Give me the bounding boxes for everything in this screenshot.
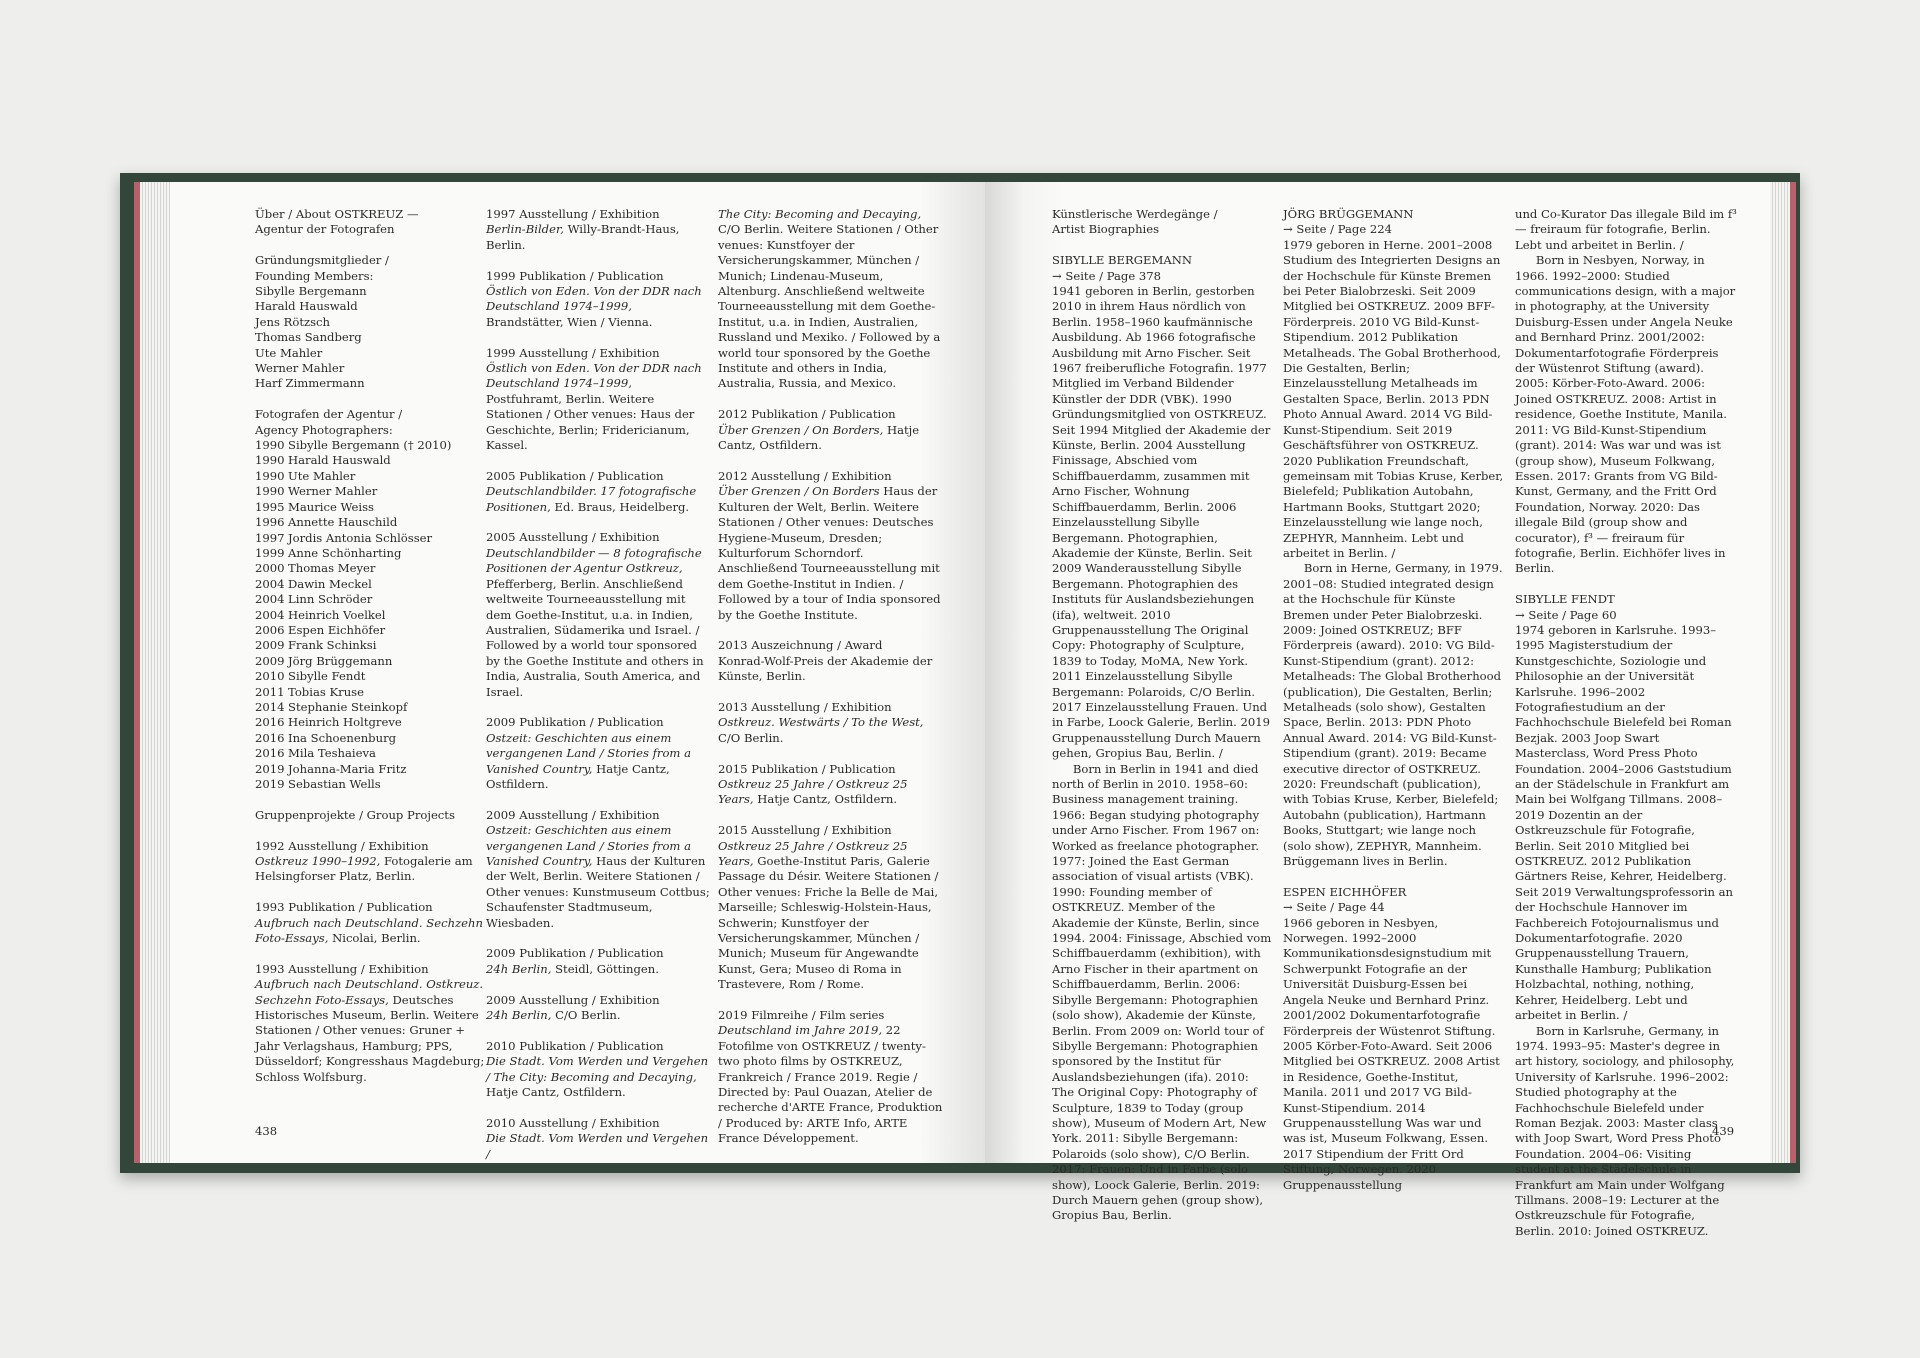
entry-title: Deutschlandbilder. 17 fotografische Positionen, xyxy=(486,484,697,514)
entry-heading: 1993 Publikation / Publication xyxy=(255,900,433,915)
photographer-year: 2016 xyxy=(255,715,285,730)
entry-heading: 2010 Publikation / Publication xyxy=(486,1038,664,1053)
entry-title: Ostkreuz 1990–1992, xyxy=(255,854,381,868)
entry-heading: 2009 Ausstellung / Exhibition xyxy=(486,992,660,1007)
photographer-year: 2019 xyxy=(255,777,285,791)
photographer-year: 2009 xyxy=(255,638,285,653)
entry-title: Ostzeit: Geschichten aus einem vergangenen Land / Stories from a Vanished Country, xyxy=(486,730,692,776)
photographer-name: Anne Schönharting xyxy=(288,545,402,560)
bio-page-ref: → Seite / Page 378 xyxy=(1052,268,1161,283)
photographer-year: 2004 xyxy=(255,576,285,591)
photographer-row xyxy=(255,685,364,699)
photographer-row xyxy=(255,777,381,791)
group-projects-heading: Gruppenprojekte / Group Projects xyxy=(255,807,455,822)
photographers-block: Fotografen der Agentur / Agency Photographers: 1990 Sibylle Bergemann († 2010) 1990 Harald Hauswald 1990 Ute Mahler 1990 Werner Mahler 1995 Maurice Weiss 1996 Annette Hauschild 1997 Jordis Antonia Schlösser 1999 Anne Schönharting 2000 Thomas Meyer 2004 Dawin Meckel 2004 Linn Schröder 2004 Heinrich Voelkel 2006 Espen Eichhöfer 2009 Frank Schinksi 2009 Jörg Brüggemann 2010 Sibylle Fendt 2011 Tobias Kruse 2014 Stephanie Steinkopf 2016 Heinrich Holtgreve 2016 Ina Schoenenburg 2016 Mila Teshaieva 2019 Johanna-Maria Fritz 2019 Sebastian Wells xyxy=(255,407,452,791)
entry-heading: 2013 Ausstellung / Exhibition xyxy=(718,699,892,714)
photographer-year: 1990 xyxy=(255,453,285,468)
photographer-year: 2004 xyxy=(255,592,285,607)
photographer-row xyxy=(255,469,355,483)
photographer-row xyxy=(255,453,391,467)
photographer-name: Sibylle Fendt xyxy=(288,669,366,684)
bio-english: Born in Berlin in 1941 and died north of Berlin in 2010. 1958–60: Business management training. 1966: Began studying photography under Arno Fischer. From 1967 on: Worked as freelance photographer. 1977: Joined the East German association of visual artists (VBK). 1990: Founding member of OSTKREUZ. Member of the Akademie der Künste, Berlin, since 1994. 2004: Finissage, Abschied vom Schiffbauerdamm (exhibition), with Arno Fischer in their apartment on Schiffbauerdamm, Berlin. 2006: Sibylle Bergemann: Photographien (solo show), Akademie der Künste, Berlin. From 2009 on: World tour of Sibylle Bergemann: Photographien sponsored by the Institut für Auslandsbeziehungen (ifa). 2010: The Original Copy: Photography of Sculpture, 1839 to Today (group show), Museum of Modern Art, New York. 2011: Sibylle Bergemann: Polaroids (solo show), C/O Berlin. 2017: Frauen: Und in Farbe (solo show), Loock Galerie, Berlin. 2019: Durch Mauern gehen (group show), Gropius Bau, Berlin. xyxy=(1052,761,1272,1223)
photographer-year: 2010 xyxy=(255,669,285,684)
entry-title: Deutschlandbilder — 8 fotografische Positionen der Agentur Ostkreuz, xyxy=(486,545,702,576)
entry-details: Deutsches Historisches Museum, Berlin. Weitere Stationen / Other venues: Gruner + Jahr Verlagshaus, Hamburg; PPS, Düsseldorf; Kongresshaus Magdeburg; Schloss Wolfsburg. xyxy=(255,992,485,1084)
page-stack-left xyxy=(140,182,170,1163)
bio-espen-eichhoefer xyxy=(1283,885,1505,1193)
project-entry xyxy=(486,993,711,1024)
entry-details: Konrad-Wolf-Preis der Akademie der Künste, Berlin. xyxy=(718,653,933,684)
entry-heading: 2013 Auszeichnung / Award xyxy=(718,638,883,653)
bio-german: 1979 geboren in Herne. 2001–2008 Studium des Integrierten Designs an der Hochschule für Künste Bremen bei Peter Bialobrzeski. Seit 2009 Mitglied bei OSTKREUZ. 2009 BFF-Förderpreis. 2010 VG Bild-Kunst-Stipendium. 2012 Publikation Metalheads. The Gobal Brotherhood, Die Gestalten, Berlin; Einzelausstellung Metalheads im Gestalten Space, Berlin. 2013 PDN Photo Annual Award. 2014 VG Bild-Kunst-Stipendium. Seit 2019 Geschäftsführer von OSTKREUZ. 2020 Publikation Freundschaft, gemeinsam mit Tobias Kruse, Kerber, Bielefeld; Publikation Autobahn, Hartmann Books, Stuttgart 2020; Einzelausstellung wie lange noch, ZEPHYR, Mannheim. Lebt und arbeitet in Berlin. / xyxy=(1283,237,1504,560)
group-project-entries-2 xyxy=(486,207,711,1162)
photographer-name: Heinrich Voelkel xyxy=(288,607,386,622)
right-column-1 xyxy=(1052,207,1274,1224)
photographer-row xyxy=(255,608,386,622)
founders-block: Gründungsmitglieder / Founding Members: Sibylle Bergemann Harald Hauswald Jens Rötzsch Thomas Sandberg Ute Mahler Werner Mahler Harf Zimmermann xyxy=(255,253,389,391)
entry-details: Nicolai, Berlin. xyxy=(328,931,421,946)
photographer-year: 1990 xyxy=(255,438,285,453)
photographer-name: Linn Schröder xyxy=(288,592,373,607)
entry-details: Steidl, Göttingen. xyxy=(551,961,659,976)
photographer-row xyxy=(255,438,451,452)
photographer-row xyxy=(255,762,406,776)
project-entry xyxy=(718,207,943,392)
photographer-year: 1996 xyxy=(255,515,285,530)
photographer-row xyxy=(255,746,376,760)
photographer-year: 1990 xyxy=(255,468,285,483)
photographer-row xyxy=(255,546,401,560)
page-stack-right xyxy=(1770,182,1790,1163)
bio-joerg-brueggemann xyxy=(1283,207,1505,869)
photographer-year: 2016 xyxy=(255,730,285,745)
photographer-name: Ute Mahler xyxy=(288,468,356,483)
group-project-entries-3 xyxy=(718,207,943,1147)
photographer-row xyxy=(255,561,375,575)
entry-heading: 1999 Ausstellung / Exhibition xyxy=(486,345,660,360)
entry-details: Goethe-Institut Paris, Galerie Passage du Désir. Weitere Stationen / Other venues: Friche la Belle de Mai, Marseille; Schleswig-Holstein-Haus, Schwerin; Kunstfoyer der Versicherungskammer, München / Munich; Museum für Angewandte Kunst, Gera; Museo di Roma in Trastevere, Rom / Rome. xyxy=(718,853,939,992)
bio-name: JÖRG BRÜGGEMANN xyxy=(1283,207,1414,221)
entry-details: 22 Fotofilme von OSTKREUZ / twenty-two photo films by OSTKREUZ, Frankreich / France 2019. Regie / Directed by: Paul Ouazan, Atelier de recherche d'ARTE France, Produktion / Produced by: ARTE Info, ARTE France Développement. xyxy=(718,1023,943,1146)
entry-details: C/O Berlin. xyxy=(718,730,784,745)
photographer-name: Ina Schoenenburg xyxy=(288,730,397,745)
photographer-row xyxy=(255,592,372,606)
photographer-year: 1995 xyxy=(255,499,285,514)
photographer-year: 2004 xyxy=(255,607,285,622)
photographer-name: Frank Schinksi xyxy=(288,638,377,653)
project-entry xyxy=(486,346,711,454)
entry-title: Ostkreuz 25 Jahre / Ostkreuz 25 Years, xyxy=(718,776,908,807)
project-entry xyxy=(718,700,943,746)
bio-english: Born in Herne, Germany, in 1979. 2001–08: Studied integrated design at the Hochschule für Künste Bremen under Peter Bialobrzeski. 2009: Joined OSTKREUZ; BFF Förderpreis (award). 2010: VG Bild-Kunst-Stipendium (grant). 2012: Metalheads: The Global Brotherhood (publication), Die Gestalten, Berlin; Metalheads (solo show), Gestalten Space, Berlin. 2013: PDN Photo Annual Award. 2014: VG Bild-Kunst-Stipendium (grant). 2019: Became executive director of OSTKREUZ. 2020: Freundschaft (publication), with Tobias Kruse, Kerber, Bielefeld; Autobahn (publication), Hartmann Books, Stuttgart; wie lange noch (solo show), ZEPHYR, Mannheim. Brüggemann lives in Berlin. xyxy=(1283,561,1503,869)
photographer-row xyxy=(255,700,407,714)
entry-title: Über Grenzen / On Borders, xyxy=(718,422,884,437)
entry-title: Die Stadt. Vom Werden und Vergehen / xyxy=(486,1131,709,1161)
photographer-name: Mila Teshaieva xyxy=(288,746,376,761)
entry-heading: 1999 Publikation / Publication xyxy=(486,268,664,283)
photographer-row xyxy=(255,577,372,591)
entry-details: Postfuhramt, Berlin. Weitere Stationen / Other venues: Haus der Geschichte, Berlin; Fridericianum, Kassel. xyxy=(486,391,695,453)
photographer-year: 2014 xyxy=(255,699,285,714)
entry-heading: 2009 Publikation / Publication xyxy=(486,946,664,961)
entry-title: Östlich von Eden. Von der DDR nach Deutschland 1974–1999, xyxy=(486,361,702,391)
entry-heading: 2015 Publikation / Publication xyxy=(718,761,896,776)
entry-details: Fotogalerie am Helsingforser Platz, Berlin. xyxy=(255,854,473,884)
page-number-left: 438 xyxy=(255,1124,278,1138)
photographer-row xyxy=(255,484,377,498)
entry-heading: 2005 Publikation / Publication xyxy=(486,468,664,483)
page-number-right: 439 xyxy=(1712,1124,1735,1138)
entry-title: Ostkreuz. Westwärts / To the West, xyxy=(718,715,924,730)
entry-heading: 2010 Ausstellung / Exhibition xyxy=(486,1115,660,1130)
entry-heading: 2012 Ausstellung / Exhibition xyxy=(718,468,892,483)
bio-page-ref: → Seite / Page 224 xyxy=(1283,222,1392,237)
project-entry xyxy=(718,407,943,453)
right-column-3 xyxy=(1515,207,1737,1239)
bio-name: SIBYLLE BERGEMANN xyxy=(1052,253,1193,268)
bio-name: ESPEN EICHHÖFER xyxy=(1283,884,1407,899)
project-entry xyxy=(718,1008,943,1147)
entry-title: 24h Berlin, xyxy=(486,1008,552,1022)
entry-details: Brandstätter, Wien / Vienna. xyxy=(486,314,653,329)
entry-details: Hatje Cantz, Ostfildern. xyxy=(486,1085,626,1100)
project-entry xyxy=(718,762,943,808)
project-entry xyxy=(255,962,485,1085)
project-entry xyxy=(255,900,485,946)
bio-english: Born in Nesbyen, Norway, in 1966. 1992–2000: Studied communications design, with a major in photography, at the University Duisburg-Essen under Angela Neuke and Bernhard Prinz. 2001/2002: Dokumentarfotografie Förderpreis der Wüstenrot Stiftung (award). 2005: Körber-Foto-Award. 2006: Joined OSTKREUZ. 2008: Artist in residence, Goethe Institute, Manila. 2011: VG Bild-Kunst-Stipendium (grant). 2014: Was war und was ist (group show), Museum Folkwang, Essen. 2017: Grants from VG Bild-Kunst, Germany, and the Fritt Ord Foundation, Norway. 2020: Das illegale Bild (group show and cocurator), f³ — freiraum für fotografie, Berlin. Eichhöfer lives in Berlin. xyxy=(1515,253,1736,576)
bio-sibylle-fendt xyxy=(1515,592,1737,1239)
photographer-name: Stephanie Steinkopf xyxy=(288,699,408,714)
photographer-name: Jordis Antonia Schlösser xyxy=(288,530,433,545)
photographer-name: Dawin Meckel xyxy=(288,576,372,591)
entry-details: Haus der Kulturen der Welt, Berlin. Weitere Stationen / Other venues: Kunstmuseum Cottbus; Schaufenster Stadtmuseum, Wiesbaden. xyxy=(486,853,710,930)
entry-details: Ed. Braus, Heidelberg. xyxy=(550,499,690,514)
project-entry xyxy=(718,638,943,684)
photographer-year: 2006 xyxy=(255,622,285,637)
project-entry xyxy=(486,1116,711,1162)
photographer-year: 1999 xyxy=(255,545,285,560)
project-entry xyxy=(486,207,711,253)
entry-title: Ostkreuz 25 Jahre / Ostkreuz 25 Years, xyxy=(718,838,908,868)
photographer-name: Maurice Weiss xyxy=(288,499,374,514)
entry-title: Deutschland im Jahre 2019, xyxy=(718,1023,883,1038)
entry-heading: 2015 Ausstellung / Exhibition xyxy=(718,823,892,838)
bio-german: 1966 geboren in Nesbyen, Norwegen. 1992–2000 Kommunikationsdesignstudium mit Schwerpunkt Fotografie an der Universität Duisburg-Essen bei Angela Neuke und Bernhard Prinz. 2001/2002 Dokumentarfotografie Förderpreis der Wüstenrot Stiftung. 2005 Körber-Foto-Award. Seit 2006 Mitglied bei OSTKREUZ. 2008 Artist in Residence, Goethe-Institut, Manila. 2011 und 2017 VG Bild-Kunst-Stipendium. 2014 Gruppenausstellung Was war und was ist, Museum Folkwang, Essen. 2017 Stipendium der Fritt Ord Stiftung, Norwegen. 2020 Gruppenausstellung xyxy=(1283,915,1500,1192)
bio-sibylle-bergemann xyxy=(1052,253,1274,1224)
photographer-year: 1997 xyxy=(255,530,285,545)
photographer-row xyxy=(255,515,397,529)
entry-details: C/O Berlin. Weitere Stationen / Other venues: Kunstfoyer der Versicherungskammer, München / Munich; Lindenau-Museum, Altenburg. Anschließend weltweite Tourneeausstellung mit dem Goethe-Institut, u.a. in Indien, Australien, Russland und Mexiko. / Followed by a world tour sponsored by the Goethe Institute and others in India, Australia, Russia, and Mexico. xyxy=(718,222,941,391)
project-entry xyxy=(718,469,943,623)
bio-german-continued: und Co-Kurator Das illegale Bild im f³ — freiraum für fotografie, Berlin. Lebt und arbeitet in Berlin. / xyxy=(1515,207,1737,252)
entry-heading: 2019 Filmreihe / Film series xyxy=(718,1008,885,1023)
right-column-2 xyxy=(1283,207,1505,1193)
photographer-name: Jörg Brüggemann xyxy=(288,653,393,668)
photographer-row xyxy=(255,715,402,729)
photographer-year: 2000 xyxy=(255,561,285,576)
entry-details: Hatje Cantz, Ostfildern. xyxy=(486,761,670,791)
left-column-3 xyxy=(718,207,943,1162)
entry-title: Aufbruch nach Deutschland. Ostkreuz. Sechzehn Foto-Essays, xyxy=(255,977,484,1007)
entry-title: Über Grenzen / On Borders xyxy=(718,484,880,499)
left-column-1 xyxy=(255,207,485,1100)
entry-details: Hatje Cantz, Ostfildern. xyxy=(718,422,920,453)
bio-name: SIBYLLE FENDT xyxy=(1515,592,1615,607)
photographer-row xyxy=(255,500,374,514)
project-entry xyxy=(486,808,711,931)
photographer-year: 2016 xyxy=(255,746,285,761)
project-entry xyxy=(718,823,943,992)
photographer-name: Thomas Meyer xyxy=(288,561,376,576)
entry-title: 24h Berlin, xyxy=(486,961,552,976)
entry-title: Aufbruch nach Deutschland. Sechzehn Foto-Essays, xyxy=(255,915,483,946)
photographer-row xyxy=(255,623,385,637)
photographer-name: Werner Mahler xyxy=(288,484,378,499)
group-project-entries xyxy=(255,839,485,1085)
photographer-row xyxy=(255,531,432,545)
entry-details: Willy-Brandt-Haus, Berlin. xyxy=(486,222,680,252)
left-column-2 xyxy=(486,207,711,1177)
photographer-name: Harald Hauswald xyxy=(288,453,391,468)
bio-page-ref: → Seite / Page 44 xyxy=(1283,900,1385,915)
entry-title: Östlich von Eden. Von der DDR nach Deutschland 1974–1999, xyxy=(486,284,702,314)
entry-heading: 1992 Ausstellung / Exhibition xyxy=(255,838,429,853)
entry-details: Hatje Cantz, Ostfildern. xyxy=(753,792,898,807)
project-entry xyxy=(486,715,711,792)
bio-page-ref: → Seite / Page 60 xyxy=(1515,607,1617,622)
photographer-name: Sibylle Bergemann († 2010) xyxy=(288,438,452,453)
entry-heading: 2012 Publikation / Publication xyxy=(718,407,896,422)
photographer-row xyxy=(255,669,365,683)
photographer-name: Heinrich Holtgreve xyxy=(288,715,402,730)
bio-german: 1941 geboren in Berlin, gestorben 2010 in ihrem Haus nördlich von Berlin. 1958–1960 kaufmännische Ausbildung. Ab 1966 fotografische Ausbildung mit Arno Fischer. Seit 1967 freiberufliche Fotografin. 1977 Mitglied im Verband Bildender Künstler der DDR (VBK). 1990 Gründungsmitglied von OSTKREUZ. Seit 1994 Mitglied der Akademie der Künste, Berlin. 2004 Ausstellung Finissage, Abschied vom Schiffbauerdamm, zusammen mit Arno Fischer, Wohnung Schiffbauerdamm, Berlin. 2006 Einzelausstellung Sibylle Bergemann. Photographien, Akademie der Künste, Berlin. Seit 2009 Wanderausstellung Sibylle Bergemann. Photographien des Instituts für Auslandsbeziehungen (ifa), weltweit. 2010 Gruppenausstellung The Original Copy: Photography of Sculpture, 1839 to Today, MoMA, New York. 2011 Einzelausstellung Sibylle Bergemann: Polaroids, C/O Berlin. 2017 Einzelausstellung Frauen. Und in Farbe, Loock Galerie, Berlin. 2019 Gruppenausstellung Durch Mauern gehen, Gropius Bau, Berlin. / xyxy=(1052,284,1271,761)
entry-title: Berlin-Bilder, xyxy=(486,222,564,237)
photographer-name: Sebastian Wells xyxy=(288,777,381,791)
photographer-row xyxy=(255,731,396,745)
photographer-row xyxy=(255,638,376,652)
photographer-year: 2019 xyxy=(255,761,285,776)
entry-title: Ostzeit: Geschichten aus einem vergangenen Land / Stories from a Vanished Country, xyxy=(486,823,692,868)
project-entry xyxy=(486,1039,711,1101)
entry-heading: 1993 Ausstellung / Exhibition xyxy=(255,961,429,976)
entry-heading: 2005 Ausstellung / Exhibition xyxy=(486,530,660,545)
bio-german: 1974 geboren in Karlsruhe. 1993–1995 Magisterstudium der Kunstgeschichte, Soziologie und Philosophie an der Universität Karlsruhe. 1996–2002 Fotografiestudium an der Fachhochschule Bielefeld bei Roman Bezjak. 2003 Joop Swart Masterclass, Word Press Photo Foundation. 2004–2006 Gaststudium an der Städelschule in Frankfurt am Main bei Wolfgang Tillmans. 2008–2019 Dozentin an der Ostkreuzschule für Fotografie, Berlin. Seit 2010 Mitglied bei OSTKREUZ. 2012 Publikation Gärtners Reise, Kehrer, Heidelberg. Seit 2019 Verwaltungsprofessorin an der Hochschule Hannover im Fachbereich Fotojournalismus und Dokumentarfotografie. 2020 Gruppenausstellung Trauern, Kunsthalle Hamburg; Publikation Holzbachtal, nothing, nothing, Kehrer, Heidelberg. Lebt und arbeitet in Berlin. / xyxy=(1515,622,1734,1023)
project-entry xyxy=(486,946,711,977)
entry-title: Die Stadt. Vom Werden und Vergehen / The City: Becoming and Decaying, xyxy=(486,1054,709,1084)
biographies-heading: Künstlerische Werdegänge / Artist Biographies xyxy=(1052,207,1218,237)
project-entry xyxy=(486,530,711,699)
project-entry xyxy=(486,469,711,515)
bio-english: Born in Karlsruhe, Germany, in 1974. 1993–95: Master's degree in art history, sociology, and philosophy, University of Karlsruhe. 1996–2002: Studied photography at the Fachhochschule Bielefeld under Roman Bezjak. 2003: Master class with Joop Swart, Word Press Photo Foundation. 2004–06: Visiting student at the Städelschule in Frankfurt am Main under Wolfgang Tillmans. 2008–19: Lecturer at the Ostkreuzschule für Fotografie, Berlin. 2010: Joined OSTKREUZ. xyxy=(1515,1023,1735,1238)
photographer-year: 2011 xyxy=(255,684,285,699)
entry-heading: 2009 Ausstellung / Exhibition xyxy=(486,807,660,822)
photographer-name: Espen Eichhöfer xyxy=(288,622,386,637)
entry-heading: 1997 Ausstellung / Exhibition xyxy=(486,207,660,221)
project-entry xyxy=(255,839,485,885)
photographer-year: 2009 xyxy=(255,653,285,668)
photographer-name: Annette Hauschild xyxy=(288,515,398,530)
photographer-row xyxy=(255,654,392,668)
entry-details: Pfefferberg, Berlin. Anschließend weltweite Tourneeausstellung mit dem Goethe-Institut, u.a. in Indien, Australien, Südamerika und Israel. / Followed by a world tour sponsored by the Goethe Institute and others in India, Australia, South America, and Israel. xyxy=(486,576,704,699)
entry-title: The City: Becoming and Decaying, xyxy=(718,207,922,221)
photographer-year: 1990 xyxy=(255,484,285,499)
project-entry xyxy=(486,269,711,331)
entry-details: C/O Berlin. xyxy=(551,1008,621,1022)
entry-heading: 2009 Publikation / Publication xyxy=(486,715,664,730)
about-heading: Über / About OSTKREUZ — Agentur der Fotografen xyxy=(255,207,419,237)
photographer-name: Johanna-Maria Fritz xyxy=(288,761,407,776)
photographer-name: Tobias Kruse xyxy=(288,684,364,699)
entry-details: Haus der Kulturen der Welt, Berlin. Weitere Stationen / Other venues: Deutsches Hygiene-Museum, Dresden; Kulturforum Schorndorf. Anschließend Tourneeausstellung mit dem Goethe-Institut in Indien. / Followed by a tour of India sponsored by the Goethe Institute. xyxy=(718,484,941,622)
